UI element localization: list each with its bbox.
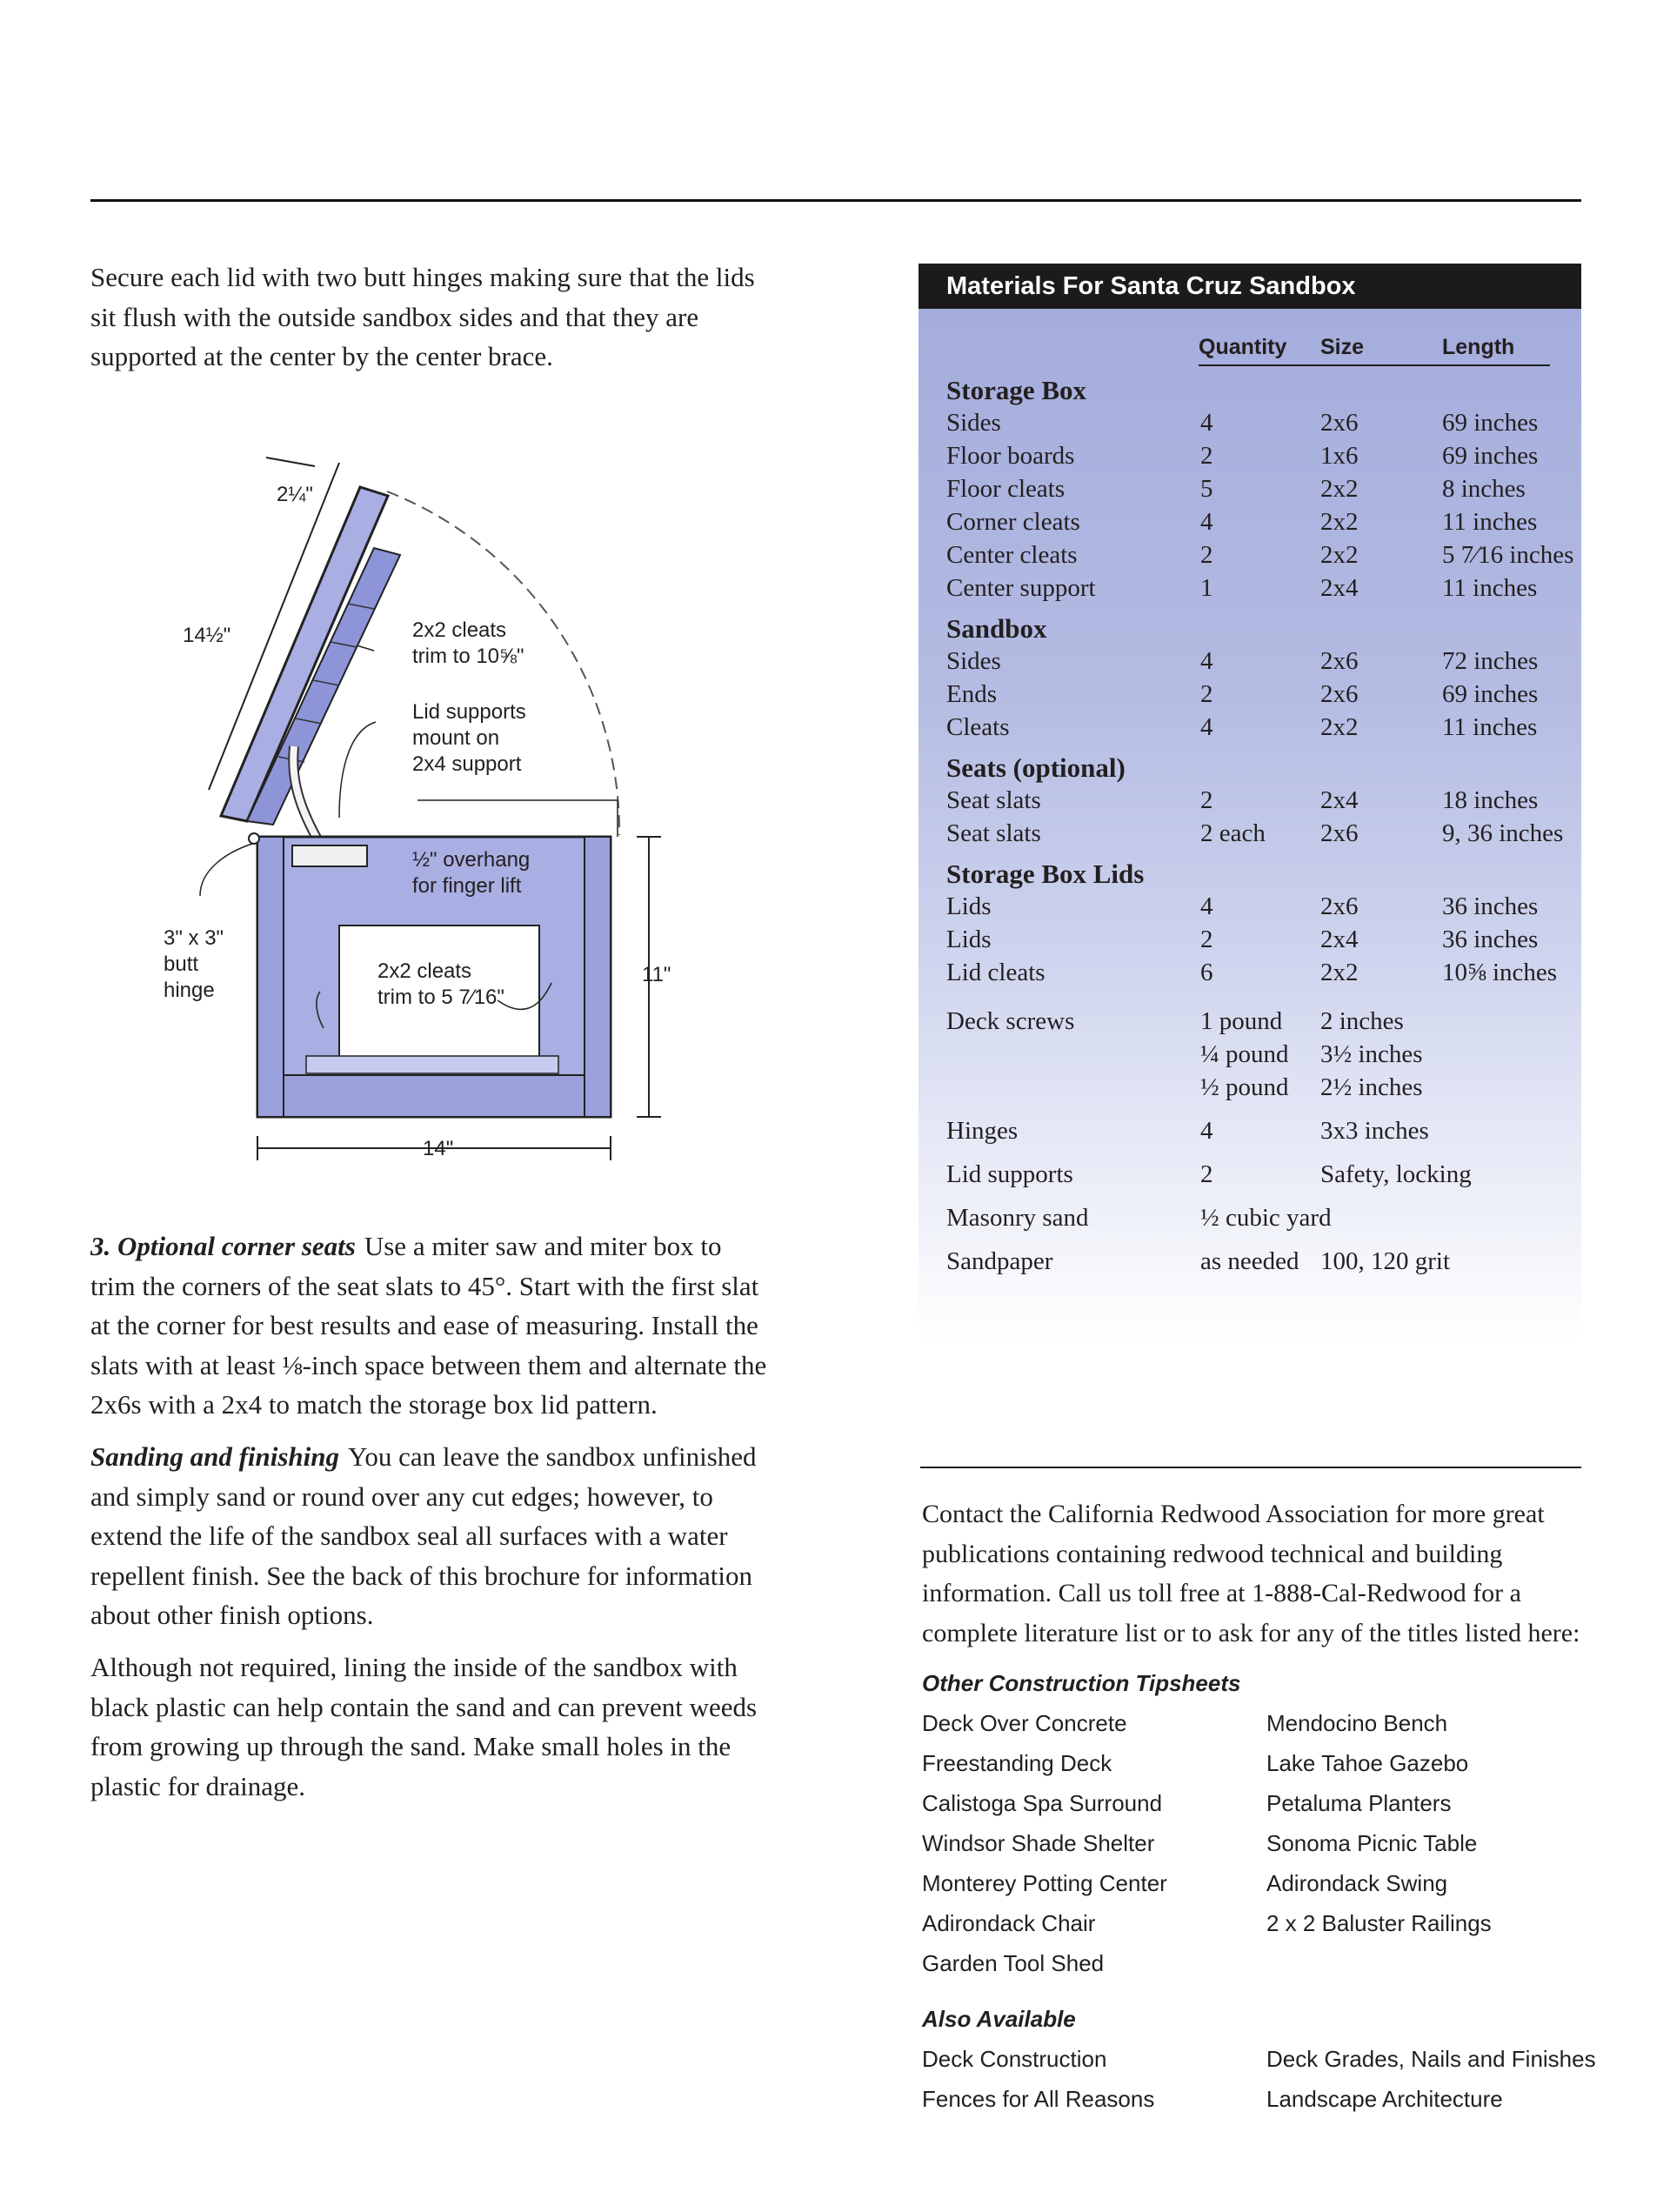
materials-cell-name: Center support [946,574,1096,602]
materials-cell-size: 2x4 [1320,574,1359,602]
materials-cell-name: Seat slats [946,819,1041,847]
materials-row [918,784,1581,817]
publication-title: Deck Grades, Nails and Finishes [1266,2046,1596,2072]
materials-row [918,711,1581,744]
materials-cell-qty: 5 [1200,475,1213,503]
materials-cell-name: Floor cleats [946,475,1065,503]
finishing-text: You can leave the sandbox unfinished and simply sand or round over any cut edges; however, to extend the life of the sandbox seal all surfaces with a water repellent finish. See the back of this brochure for information about other finish options. [90,1441,757,1630]
materials-cell-length: 9, 36 inches [1442,819,1564,847]
plastic-paragraph: Although not required, lining the inside of the sandbox with black plastic can help contain the sand and can prevent weeds from growing up through the sand. Make small holes in the plastic for drainage. [90,1652,758,1801]
materials-cell-length: 11 inches [1442,574,1538,602]
hardware-cell-qty: ½ cubic yard [1200,1204,1332,1232]
dim-line-top [266,458,315,466]
materials-cell-qty: 2 [1200,442,1213,470]
also-available-heading: Also Available [922,2006,1076,2032]
hardware-cell-name: Lid supports [946,1160,1073,1188]
materials-cell-qty: 4 [1200,409,1213,437]
materials-cell-qty: 2 [1200,541,1213,569]
hardware-cell-qty: as needed [1200,1247,1299,1275]
materials-section-heading: Storage Box [946,375,1087,405]
cleats-top-label-2: trim to 10⅝" [412,645,524,668]
hardware-row [918,1071,1581,1104]
publication-title: Lake Tahoe Gazebo [1266,1750,1469,1776]
materials-cell-length: 69 inches [1442,442,1539,470]
dim-lid-length-label: 14½" [183,624,231,647]
materials-cell-length: 18 inches [1442,786,1539,814]
publication-title: Windsor Shade Shelter [922,1830,1155,1856]
supports-label-1: Lid supports [412,700,526,724]
corner-cleat-left [257,837,284,1117]
materials-cell-length: 69 inches [1442,409,1539,437]
hardware-cell-size: Safety, locking [1320,1160,1472,1188]
hardware-row [918,1114,1581,1147]
hardware-cell-qty: 4 [1200,1117,1213,1145]
other-tipsheets-heading: Other Construction Tipsheets [922,1670,1241,1696]
materials-panel [918,264,1581,1342]
materials-row [918,439,1581,472]
seats-text: Use a miter saw and miter box to trim the corners of the seat slats to 45°. Start with the first slat at the corner for best results and ease of measuring. Install the slats with at least ⅛-inch space between them and alternate the 2x6s with a 2x4 to match the storage box lid pattern. [90,1231,767,1420]
materials-cell-size: 2x4 [1320,926,1359,953]
hardware-cell-qty: ½ pound [1200,1073,1289,1101]
corner-cleat-right [584,837,611,1117]
hinge-label-2: butt [164,952,199,976]
contact-rule [920,1467,1581,1468]
materials-cell-name: Sides [946,647,1001,675]
col-size-header: Size [1320,335,1365,359]
floor-board [284,1075,584,1117]
cleats-inner-label-2: trim to 5 7⁄16" [377,986,504,1009]
materials-cell-size: 2x6 [1320,680,1359,708]
materials-cell-name: Sides [946,409,1001,437]
support-mount [292,845,367,866]
materials-cell-length: 10⅝ inches [1442,959,1558,986]
materials-row [918,571,1581,605]
materials-title: Materials For Santa Cruz Sandbox [918,264,1581,309]
publication-title: Garden Tool Shed [922,1950,1105,1976]
publication-title: Adirondack Swing [1266,1870,1448,1896]
materials-cell-size: 2x2 [1320,541,1359,569]
materials-cell-name: Lids [946,926,992,953]
materials-cell-size: 1x6 [1320,442,1359,470]
hinge-label-1: 3" x 3" [164,926,224,950]
column-header-rule [1199,364,1550,366]
hardware-cell-qty: ¼ pound [1200,1040,1289,1068]
materials-cell-length: 8 inches [1442,475,1526,503]
materials-cell-length: 5 7⁄16 inches [1442,541,1574,569]
materials-cell-length: 72 inches [1442,647,1539,675]
publication-title: Calistoga Spa Surround [922,1790,1163,1816]
materials-cell-qty: 1 [1200,574,1213,602]
hardware-cell-name: Sandpaper [946,1247,1053,1275]
materials-cell-qty: 2 [1200,786,1213,814]
materials-cell-qty: 6 [1200,959,1213,986]
materials-cell-name: Floor boards [946,442,1075,470]
publication-title: Petaluma Planters [1266,1790,1452,1816]
materials-cell-name: Lids [946,892,992,920]
hardware-cell-name: Deck screws [946,1007,1075,1035]
hardware-row [918,1201,1581,1234]
supports-label-3: 2x4 support [412,752,522,776]
hinge-label-3: hinge [164,979,215,1002]
lid-board-outer [221,487,388,821]
hardware-cell-size: 3x3 inches [1320,1117,1429,1145]
materials-cell-qty: 2 [1200,926,1213,953]
hardware-cell-name: Masonry sand [946,1204,1089,1232]
publication-title: Deck Construction [922,2046,1107,2072]
materials-row [918,817,1581,850]
materials-row [918,505,1581,538]
materials-section-heading: Storage Box Lids [946,859,1145,889]
cleats-top-label-1: 2x2 cleats [412,618,507,642]
contact-paragraph: Contact the California Redwood Association for more great publications containing redwood technical and building information. Call us toll free at 1-888-Cal-Redwood for a complete literature list or to ask for any of the titles listed here: [922,1500,1580,1647]
col-length-header: Length [1442,335,1515,359]
publication-title: Fences for All Reasons [922,2086,1155,2112]
col-quantity-header: Quantity [1199,335,1287,359]
sandbox-lid-diagram [139,444,713,1174]
finishing-paragraph [90,1437,769,1635]
supports-label-2: mount on [412,726,500,750]
hardware-row [918,1245,1581,1278]
materials-row [918,538,1581,571]
materials-cell-name: Seat slats [946,786,1041,814]
publication-title: Monterey Potting Center [922,1870,1167,1896]
materials-cell-length: 36 inches [1442,892,1539,920]
materials-cell-size: 2x6 [1320,819,1359,847]
materials-cell-name: Center cleats [946,541,1078,569]
materials-cell-size: 2x2 [1320,508,1359,536]
hardware-cell-size: 2 inches [1320,1007,1404,1035]
hardware-cell-qty: 1 pound [1200,1007,1283,1035]
materials-row [918,678,1581,711]
materials-cell-size: 2x6 [1320,892,1359,920]
materials-cell-length: 11 inches [1442,508,1538,536]
materials-cell-qty: 4 [1200,508,1213,536]
materials-cell-length: 36 inches [1442,926,1539,953]
hinge-pin [249,833,259,844]
publication-title: Adirondack Chair [922,1910,1096,1936]
materials-cell-name: Corner cleats [946,508,1080,536]
materials-row [918,890,1581,923]
materials-row [918,406,1581,439]
materials-cell-name: Cleats [946,713,1010,741]
hardware-row [918,1158,1581,1191]
materials-section-heading: Seats (optional) [946,752,1126,783]
hardware-row [918,1005,1581,1038]
materials-cell-qty: 2 each [1200,819,1266,847]
hardware-cell-name: Hinges [946,1117,1019,1145]
hardware-cell-size: 3½ inches [1320,1040,1423,1068]
hardware-cell-size: 2½ inches [1320,1073,1423,1101]
materials-cell-qty: 4 [1200,713,1213,741]
materials-row [918,645,1581,678]
publication-title: Sonoma Picnic Table [1266,1830,1478,1856]
cleats-inner-label-1: 2x2 cleats [377,959,472,983]
hardware-row [918,1038,1581,1071]
publication-title: Landscape Architecture [1266,2086,1503,2112]
materials-cell-qty: 4 [1200,892,1213,920]
materials-row [918,923,1581,956]
materials-cell-qty: 2 [1200,680,1213,708]
seats-paragraph [90,1226,769,1425]
materials-cell-length: 69 inches [1442,680,1539,708]
dim-width-top-label: 2¼" [277,483,313,506]
top-rule [90,199,1581,202]
dim-height-label: 11" [642,963,671,986]
materials-cell-size: 2x6 [1320,409,1359,437]
materials-cell-qty: 4 [1200,647,1213,675]
dim-width-label: 14" [423,1137,454,1160]
materials-cell-size: 2x2 [1320,959,1359,986]
materials-cell-name: Ends [946,680,997,708]
materials-cell-length: 11 inches [1442,713,1538,741]
materials-row [918,472,1581,505]
materials-cell-size: 2x6 [1320,647,1359,675]
publication-title: Deck Over Concrete [922,1710,1127,1736]
materials-row [918,956,1581,989]
publication-title: 2 x 2 Baluster Railings [1266,1910,1492,1936]
intro-paragraph: Secure each lid with two butt hinges making sure that the lids sit flush with the outside sandbox sides and that they are supported at the center by the center brace. [90,262,755,371]
materials-section-heading: Sandbox [946,613,1047,644]
publication-title: Mendocino Bench [1266,1710,1448,1736]
overhang-label-2: for finger lift [412,874,522,898]
diagram-svg [139,444,713,1174]
hardware-cell-size: 100, 120 grit [1320,1247,1451,1275]
seats-lead: 3. Optional corner seats [90,1231,356,1261]
materials-cell-size: 2x2 [1320,713,1359,741]
hardware-cell-qty: 2 [1200,1160,1213,1188]
floor-cleats [306,1056,558,1073]
publication-title: Freestanding Deck [922,1750,1112,1776]
materials-cell-size: 2x2 [1320,475,1359,503]
materials-cell-name: Lid cleats [946,959,1045,986]
overhang-label-1: ½" overhang [412,848,531,872]
finishing-lead: Sanding and finishing [90,1441,340,1472]
materials-cell-size: 2x4 [1320,786,1359,814]
